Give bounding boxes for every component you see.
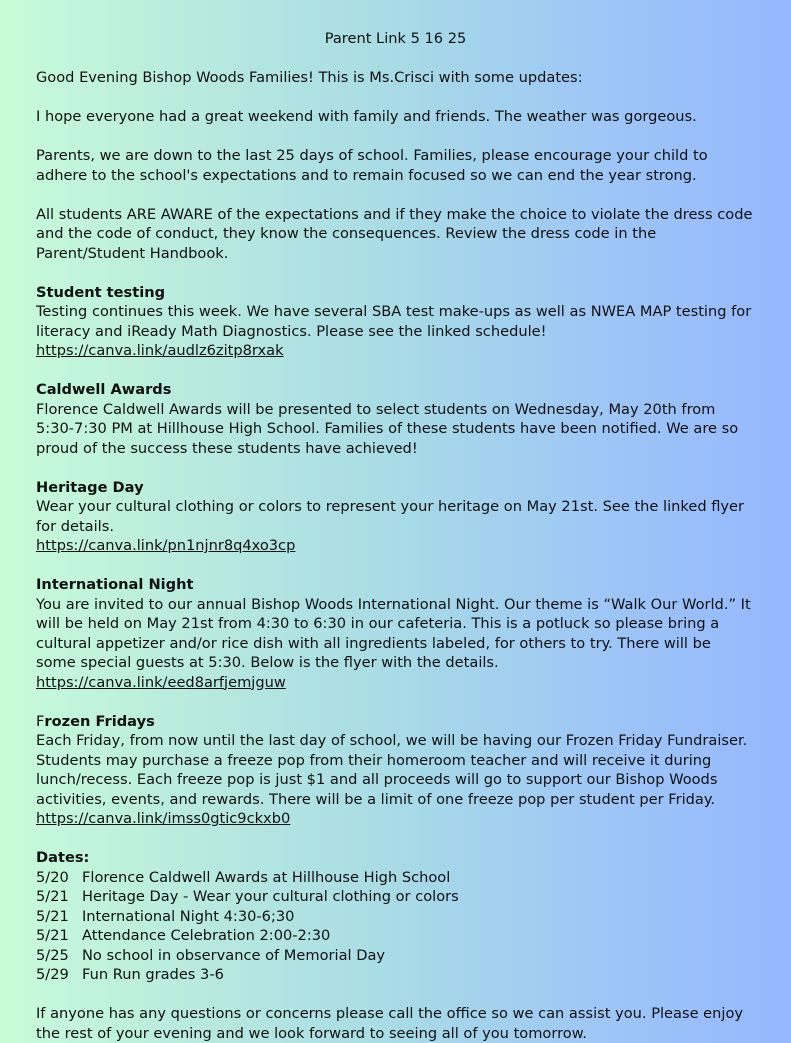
- section-heading: [36, 712, 755, 732]
- section-body: Florence Caldwell Awards will be presented to select students on Wednesday, May 20th from 5:30-7:30 PM at Hillhouse High School. Families of these students have been notified. We are so proud of the success these students have achieved!: [36, 400, 739, 457]
- date-value: 5/20: [36, 868, 69, 886]
- closing-paragraph: If anyone has any questions or concerns please call the office so we can assist you. Please enjoy the rest of your evening and we look forward to seeing all of you tomorrow.: [36, 1005, 744, 1042]
- list-item: [36, 946, 755, 966]
- section-dates: [36, 848, 755, 985]
- list-item: [36, 907, 755, 927]
- date-description: Attendance Celebration 2:00-2:30: [82, 927, 331, 944]
- date-value: 5/21: [36, 907, 69, 925]
- section-body: Testing continues this week. We have several SBA test make-ups as well as NWEA MAP testing for literacy and iReady Math Diagnostics. Please see the linked schedule!: [36, 303, 752, 340]
- section-caldwell-awards: [36, 380, 755, 458]
- section-frozen-fridays: [36, 712, 755, 829]
- date-value: 5/21: [36, 888, 69, 905]
- heading-first-letter: F: [36, 712, 45, 730]
- last-days-paragraph: Parents, we are down to the last 25 days of school. Families, please encourage your child to adhere to the school's expectations and to remain focused so we can end the year strong.: [36, 147, 708, 184]
- heritage-flyer-link[interactable]: https://canva.link/pn1njnr8q4xo3cp: [36, 537, 296, 554]
- date-description: Heritage Day - Wear your cultural clothing or colors: [82, 888, 459, 905]
- document-title: Parent Link 5 16 25: [324, 30, 467, 47]
- dress-code-paragraph: All students ARE AWARE of the expectations and if they make the choice to violate the dress code and the code of conduct, they know the consequences. Review the dress code in the Parent/Student Handbook.: [36, 205, 753, 262]
- section-body: You are invited to our annual Bishop Woods International Night. Our theme is “Walk Our World.” It will be held on May 21st from 4:30 to 6:30 in our cafeteria. This is a potluck so please bring a cultural appetizer and/or rice dish with all ingredients labeled, for others to try. There will be some special guests at 5:30. Below is the flyer with the details.: [36, 595, 751, 671]
- dates-list: [36, 868, 755, 985]
- section-heading: Dates:: [36, 849, 90, 866]
- date-description: International Night 4:30-6;30: [82, 907, 295, 925]
- section-heritage-day: [36, 478, 755, 556]
- list-item: [36, 887, 755, 907]
- list-item: [36, 926, 755, 946]
- date-value: 5/21: [36, 927, 69, 944]
- list-item: [36, 868, 755, 888]
- section-heading: Caldwell Awards: [36, 381, 172, 398]
- international-flyer-link[interactable]: https://canva.link/eed8arfjemjguw: [36, 673, 286, 691]
- section-heading: International Night: [36, 576, 194, 593]
- section-student-testing: [36, 283, 755, 361]
- date-description: Fun Run grades 3-6: [82, 966, 224, 983]
- greeting-paragraph: Good Evening Bishop Woods Families! This is Ms.Crisci with some updates:: [36, 69, 583, 86]
- list-item: [36, 965, 755, 985]
- date-description: Florence Caldwell Awards at Hillhouse High School: [82, 868, 451, 886]
- heading-rest: rozen Fridays: [44, 712, 155, 730]
- testing-schedule-link[interactable]: https://canva.link/audlz6zitp8rxak: [36, 342, 284, 359]
- date-description: No school in observance of Memorial Day: [82, 946, 386, 964]
- section-body: Wear your cultural clothing or colors to represent your heritage on May 21st. See the linked flyer for details.: [36, 498, 745, 535]
- section-international-night: [36, 575, 755, 692]
- section-body: Each Friday, from now until the last day of school, we will be having our Frozen Friday Fundraiser. Students may purchase a freeze pop from their homeroom teacher and will receive it during lunch/recess. Each freeze pop is just $1 and all proceeds will go to support our Bishop Woods activities, events, and rewards. There will be a limit of one freeze pop per student per Friday.: [36, 732, 748, 808]
- frozen-fridays-link[interactable]: https://canva.link/imss0gtic9ckxb0: [36, 810, 291, 827]
- section-heading: Heritage Day: [36, 478, 144, 496]
- date-value: 5/25: [36, 946, 69, 964]
- section-heading: Student testing: [36, 283, 166, 301]
- weekend-paragraph: I hope everyone had a great weekend with family and friends. The weather was gorgeous.: [36, 108, 697, 125]
- date-value: 5/29: [36, 966, 69, 983]
